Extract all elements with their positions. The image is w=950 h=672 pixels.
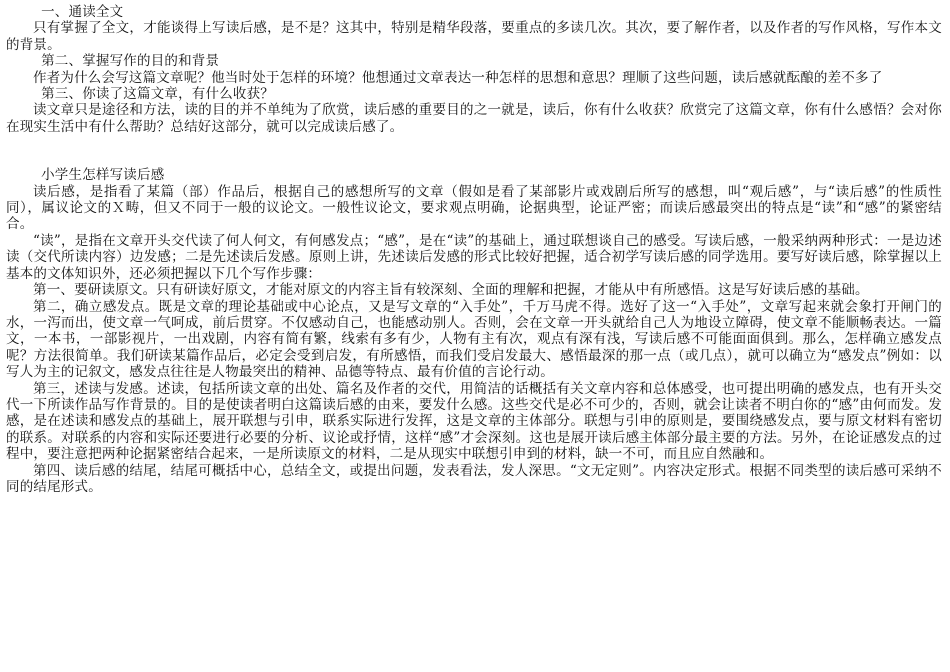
heading-what-gained: 第三、你读了这篇文章，有什么收获？ bbox=[41, 86, 274, 103]
heading-read-full-text: 一、通读全文 bbox=[41, 4, 124, 20]
paragraph-read-full-text: 只有掌握了全文，才能谈得上写读后感，是不是？这其中，特别是精华段落，要重点的多读几次。其次，要了解作者，以及作者的写作风格，写作本文的背景。 bbox=[6, 20, 942, 53]
paragraph-what-gained: 读文章只是途径和方法，读的目的并不单纯为了欣赏，读后感的重要目的之一就是，读后，你有什么收获？欣赏完了这篇文章，你有什么感悟？会对你在现实生活中有什么帮助？总结好这部分，就可以完成读后感了。 bbox=[6, 102, 942, 135]
paragraph-step-three: 第三，述读与发感。述读，包括所读文章的出处、篇名及作者的交代，用简洁的话概括有关文章内容和总体感受，也可提出明确的感发点，也有开头交代一下所读作品写作背景的。目的是使读者明白这篇读后感的由来，要发什么感。这些交代是必不可少的，否则，就会让读者不明白你的“感”由何而发。发感，是在述读和感发点的基础上，展开联想与引申，联系实际进行发挥，这是文章的主体部分。联想与引申的原则是，要围绕感发点，要与原文材料有密切的联系。对联系的内容和实际还要进行必要的分析、议论或抒情，这样“感”才会深刻。这也是展开读后感主体部分最主要的方法。另外，在论证感发点的过程中，要注意把两种论据紧密结合起来，一是所读原文的材料，二是从现实中联想引申到的材料，缺一不可，而且应自然融和。 bbox=[6, 380, 942, 463]
paragraph-step-one: 第一、要研读原文。只有研读好原文，才能对原文的内容主旨有较深刻、全面的理解和把握，才能从中有所感悟。这是写好读后感的基础。 bbox=[33, 282, 869, 299]
paragraph-purpose-background: 作者为什么会写这篇文章呢？他当时处于怎样的环境？他想通过文章表达一种怎样的思想和意思？理顺了这些问题，读后感就酝酿的差不多了 bbox=[33, 69, 883, 86]
paragraph-definition: 读后感，是指看了某篇（部）作品后，根据自己的感想所写的文章（假如是看了某部影片或戏剧后所写的感想，叫“观后感”，与“读后感”的性质性同），属议论文的Ｘ畴，但又不同于一般的议论文。一般性议论文，要求观点明确，论据典型，论证严密；而读后感最突出的特点是“读”和“感”的紧密结合。 bbox=[6, 183, 942, 233]
document-body bbox=[6, 4, 942, 495]
paragraph-read-and-feel: “读”，是指在文章开头交代读了何人何文，有何感发点；“感”，是在“读”的基础上，通过联想谈自己的感受。写读后感，一般采纳两种形式：一是边述读（交代所读内容）边发感；二是先述读后发感。原则上讲，先述读后发感的形式比较好把握，适合初学写读后感的同学选用。要写好读后感，除掌握以上基本的文体知识外，还必须把握以下几个写作步骤： bbox=[6, 232, 942, 282]
section-spacer bbox=[6, 135, 942, 167]
heading-purpose-background: 第二、掌握写作的目的和背景 bbox=[41, 53, 220, 70]
paragraph-step-four: 第四、读后感的结尾，结尾可概括中心，总结全文，或提出问题，发表看法，发人深思。“文无定则”。内容决定形式。根据不同类型的读后感可采纳不同的结尾形式。 bbox=[6, 462, 942, 495]
paragraph-step-two: 第二，确立感发点。既是文章的理论基础或中心论点，又是写文章的“入手处”，千万马虎不得。选好了这一“入手处”，文章写起来就会象打开闸门的水，一泻而出，使文章一气呵成，前后贯穿。不仅感动自己，也能感动别人。否则，会在文章一开头就给自己人为地设立障碍，使文章不能顺畅表达。一篇文，一本书，一部影视片，一出戏剧，内容有简有繁，线索有多有少，人物有主有次，观点有深有浅，写读后感不可能面面俱到。那么，怎样确立感发点呢？方法很简单。我们研读某篇作品后，必定会受到启发，有所感悟，而我们受启发最大、感悟最深的那一点（或几点），就可以确立为“感发点”例如：以写人为主的记叙文，感发点往往是人物最突出的精神、品德等特点、最有价值的言论行动。 bbox=[6, 298, 942, 381]
section-title: 小学生怎样写读后感 bbox=[41, 167, 165, 184]
